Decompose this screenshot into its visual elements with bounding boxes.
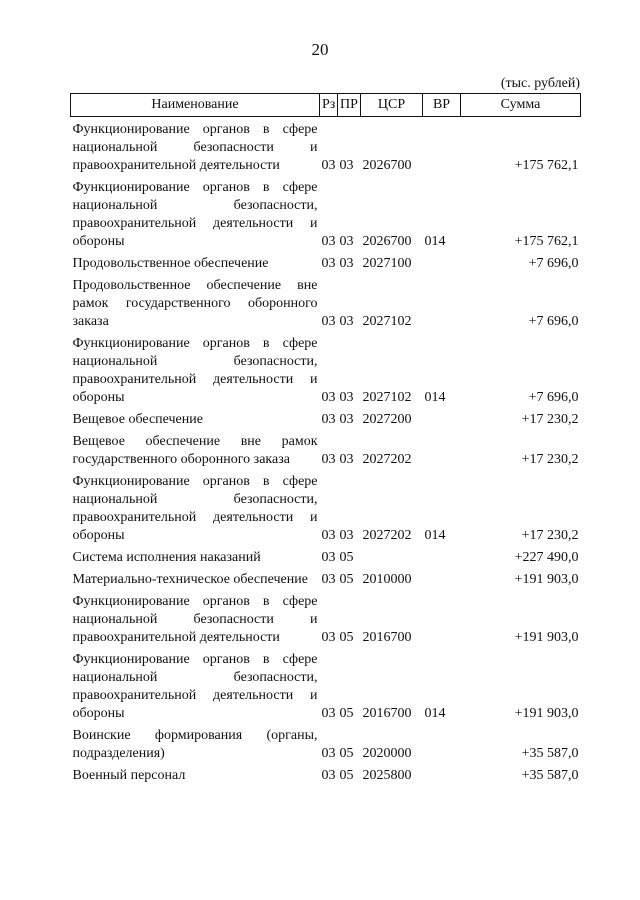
row-vr: [423, 276, 461, 334]
row-rz: 03: [321, 572, 336, 587]
table-row: [71, 432, 581, 472]
row-name: Вещевое обеспечение вне рамок государственного оборонного заказа: [72, 434, 318, 467]
header-name: Наименование: [71, 94, 320, 117]
header-csr: ЦСР: [361, 94, 423, 117]
row-csr: 2027102: [362, 390, 412, 405]
row-vr: 014: [424, 528, 446, 543]
page-number: 20: [311, 40, 329, 59]
row-sum: +175 762,1: [514, 158, 579, 173]
row-vr: [423, 254, 461, 276]
row-csr: 2025800: [362, 768, 412, 783]
table-row: [71, 117, 581, 179]
row-sum: +7 696,0: [528, 256, 579, 271]
row-name: Система исполнения наказаний: [72, 550, 261, 565]
row-sum: +191 903,0: [514, 630, 579, 645]
row-pr: 03: [339, 452, 354, 467]
row-csr: 2016700: [362, 706, 412, 721]
row-pr: 03: [339, 158, 354, 173]
row-name: Военный персонал: [72, 768, 186, 783]
row-name: Воинские формирования (органы, подразделения): [72, 728, 318, 761]
table-row: [71, 472, 581, 548]
header-sum: Сумма: [461, 94, 581, 117]
header-rz: Рз: [320, 94, 338, 117]
row-vr: [423, 548, 461, 570]
row-vr: [423, 570, 461, 592]
row-pr: 05: [339, 746, 354, 761]
row-sum: +17 230,2: [521, 528, 579, 543]
row-sum: +7 696,0: [528, 314, 579, 329]
row-pr: 03: [339, 256, 354, 271]
row-csr: 2027102: [362, 314, 412, 329]
row-rz: 03: [321, 390, 336, 405]
row-rz: 03: [321, 314, 336, 329]
row-vr: [423, 410, 461, 432]
row-vr: [423, 432, 461, 472]
row-sum: +35 587,0: [521, 746, 579, 761]
row-name: Функционирование органов в сфере национальной безопасности, правоохранительной деятельности и обороны: [72, 474, 318, 543]
row-rz: 03: [321, 158, 336, 173]
row-pr: 03: [339, 314, 354, 329]
row-pr: 05: [339, 768, 354, 783]
row-name: Материально-техническое обеспечение: [72, 572, 308, 587]
row-csr: 2027100: [362, 256, 412, 271]
row-csr: 2027202: [362, 452, 412, 467]
row-name: Функционирование органов в сфере национальной безопасности, правоохранительной деятельности и обороны: [72, 180, 318, 249]
row-sum: +35 587,0: [521, 768, 579, 783]
row-vr: 014: [424, 234, 446, 249]
table-row: [71, 334, 581, 410]
row-pr: 05: [339, 572, 354, 587]
row-rz: 03: [321, 630, 336, 645]
row-sum: +7 696,0: [528, 390, 579, 405]
row-vr: [423, 726, 461, 766]
row-rz: 03: [321, 768, 336, 783]
row-csr: 2027200: [362, 412, 412, 427]
table-row: [71, 650, 581, 726]
row-rz: 03: [321, 234, 336, 249]
row-name: Функционирование органов в сфере национальной безопасности и правоохранительной деятельности: [72, 594, 318, 645]
table-header-row: [71, 94, 581, 117]
row-name: Продовольственное обеспечение: [72, 256, 269, 271]
table-row: [71, 178, 581, 254]
row-csr: [361, 548, 423, 570]
row-pr: 03: [339, 528, 354, 543]
header-vr: ВР: [423, 94, 461, 117]
table-row: [71, 276, 581, 334]
table-row: [71, 570, 581, 592]
row-rz: 03: [321, 550, 336, 565]
row-name: Функционирование органов в сфере национальной безопасности, правоохранительной деятельности и обороны: [72, 336, 318, 405]
row-name: Функционирование органов в сфере национальной безопасности, правоохранительной деятельности и обороны: [72, 652, 318, 721]
row-csr: 2026700: [362, 158, 412, 173]
row-rz: 03: [321, 746, 336, 761]
row-pr: 05: [339, 706, 354, 721]
row-sum: +191 903,0: [514, 572, 579, 587]
row-csr: 2010000: [362, 572, 412, 587]
row-pr: 03: [339, 390, 354, 405]
row-csr: 2026700: [362, 234, 412, 249]
table-row: [71, 410, 581, 432]
header-pr: ПР: [338, 94, 361, 117]
row-name: Вещевое обеспечение: [72, 412, 203, 427]
row-pr: 05: [339, 550, 354, 565]
row-pr: 03: [339, 234, 354, 249]
row-sum: +227 490,0: [514, 550, 579, 565]
table-row: [71, 766, 581, 788]
row-rz: 03: [321, 256, 336, 271]
table-row: [71, 548, 581, 570]
row-name: Продовольственное обеспечение вне рамок государственного оборонного заказа: [72, 278, 318, 329]
row-sum: +17 230,2: [521, 452, 579, 467]
table-row: [71, 254, 581, 276]
table-row: [71, 592, 581, 650]
row-vr: [423, 117, 461, 179]
row-csr: 2020000: [362, 746, 412, 761]
row-vr: 014: [424, 706, 446, 721]
row-sum: +17 230,2: [521, 412, 579, 427]
row-vr: [423, 592, 461, 650]
row-sum: +191 903,0: [514, 706, 579, 721]
budget-table: [70, 93, 581, 788]
row-pr: 03: [339, 412, 354, 427]
row-vr: 014: [424, 390, 446, 405]
row-vr: [423, 766, 461, 788]
row-rz: 03: [321, 452, 336, 467]
row-rz: 03: [321, 706, 336, 721]
units-label: (тыс. рублей): [500, 76, 580, 91]
row-pr: 05: [339, 630, 354, 645]
row-name: Функционирование органов в сфере национальной безопасности и правоохранительной деятельности: [72, 122, 318, 173]
table-row: [71, 726, 581, 766]
row-csr: 2027202: [362, 528, 412, 543]
row-rz: 03: [321, 528, 336, 543]
row-rz: 03: [321, 412, 336, 427]
row-csr: 2016700: [362, 630, 412, 645]
row-sum: +175 762,1: [514, 234, 579, 249]
